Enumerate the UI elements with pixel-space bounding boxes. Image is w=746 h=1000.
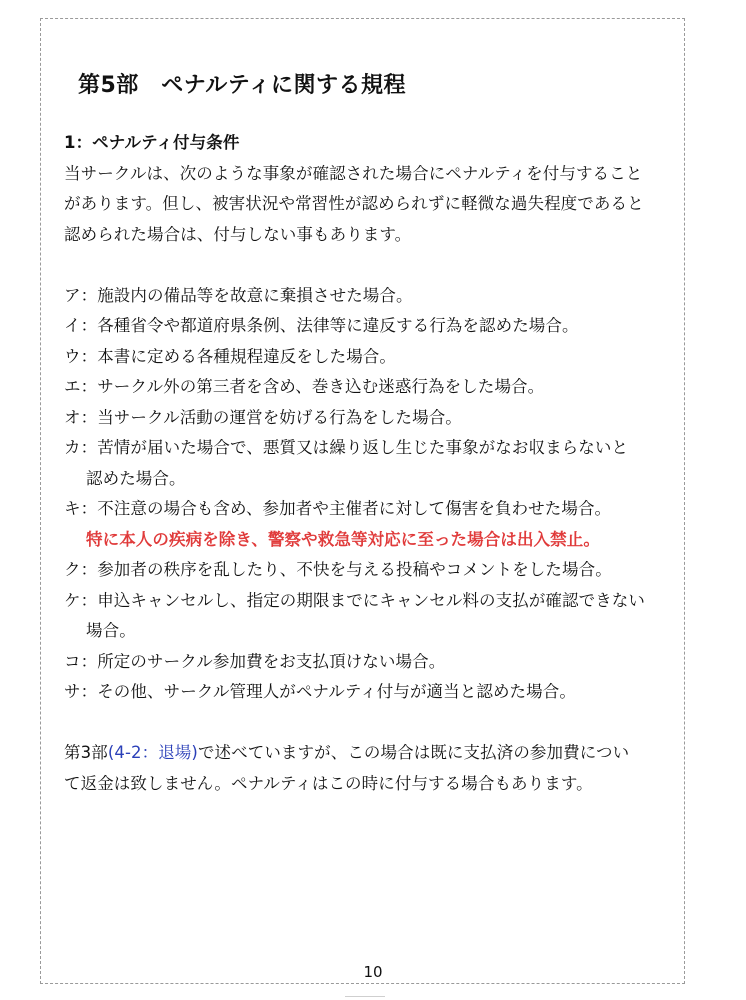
footer-divider bbox=[345, 996, 385, 997]
list-item bbox=[64, 647, 679, 678]
list-item-text: エ：サークル外の第三者を含め、巻き込む迷惑行為をした場合。 bbox=[64, 377, 545, 396]
spacer bbox=[64, 250, 679, 281]
list-item bbox=[64, 342, 679, 373]
list-item bbox=[64, 403, 679, 434]
list-item-text: サ：その他、サークル管理人がペナルティ付与が適当と認めた場合。 bbox=[64, 682, 576, 701]
list-item-text: オ：当サークル活動の運営を妨げる行為をした場合。 bbox=[64, 407, 462, 427]
section-reference-link[interactable]: (4-2：退場) bbox=[107, 743, 198, 762]
list-item bbox=[64, 281, 679, 312]
list-item-text: カ：苦情が届いた場合で、悪質又は繰り返し生じた事象がなお収まらないと bbox=[64, 438, 629, 457]
intro-paragraph bbox=[64, 159, 679, 251]
spacer bbox=[64, 708, 679, 739]
list-item-continuation: 場合。 bbox=[86, 621, 136, 640]
list-item bbox=[64, 494, 679, 555]
list-item-text: ウ：本書に定める各種規程違反をした場合。 bbox=[64, 346, 396, 366]
document-body bbox=[64, 128, 679, 799]
page-number: 10 bbox=[363, 963, 383, 981]
list-item bbox=[64, 586, 679, 647]
intro-line: 当サークルは、次のような事象が確認された場合にペナルティを付与すること bbox=[64, 163, 643, 183]
closing-line bbox=[64, 738, 679, 769]
list-item-text: ア：施設内の備品等を故意に棄損させた場合。 bbox=[64, 285, 413, 305]
closing-paragraph bbox=[64, 738, 679, 799]
list-item-text: イ：各種省令や都道府県条例、法律等に違反する行為を認めた場合。 bbox=[64, 316, 579, 335]
list-item bbox=[64, 677, 679, 708]
list-item bbox=[64, 311, 679, 342]
intro-line: があります。但し、被害状況や常習性が認められずに軽微な過失程度であると bbox=[64, 194, 644, 213]
page-title: 第5部 ペナルティに関する規程 bbox=[78, 73, 406, 98]
penalty-conditions-list bbox=[64, 281, 679, 708]
list-item-text: キ：不注意の場合も含め、参加者や主催者に対して傷害を負わせた場合。 bbox=[64, 499, 612, 518]
list-item bbox=[64, 372, 679, 403]
list-item-text: ク：参加者の秩序を乱したり、不快を与える投稿やコメントをした場合。 bbox=[64, 560, 612, 579]
list-item-text: ケ：申込キャンセルし、指定の期限までにキャンセル料の支払が確認できない bbox=[64, 590, 645, 610]
list-item bbox=[64, 555, 679, 586]
closing-prefix: 第3部 bbox=[64, 743, 108, 762]
list-item-text: コ：所定のサークル参加費をお支払頂けない場合。 bbox=[64, 651, 446, 671]
list-item bbox=[64, 433, 679, 494]
section-heading: 1：ペナルティ付与条件 bbox=[64, 133, 240, 152]
list-item-continuation: 認めた場合。 bbox=[86, 468, 186, 488]
closing-line: て返金は致しません。ペナルティはこの時に付与する場合もあります。 bbox=[64, 773, 593, 793]
intro-line: 認められた場合は、付与しない事もあります。 bbox=[64, 224, 412, 244]
closing-text: で述べていますが、この場合は既に支払済の参加費につい bbox=[197, 743, 630, 762]
entry-ban-warning: 特に本人の疾病を除き、警察や救急等対応に至った場合は出入禁止。 bbox=[86, 529, 600, 549]
